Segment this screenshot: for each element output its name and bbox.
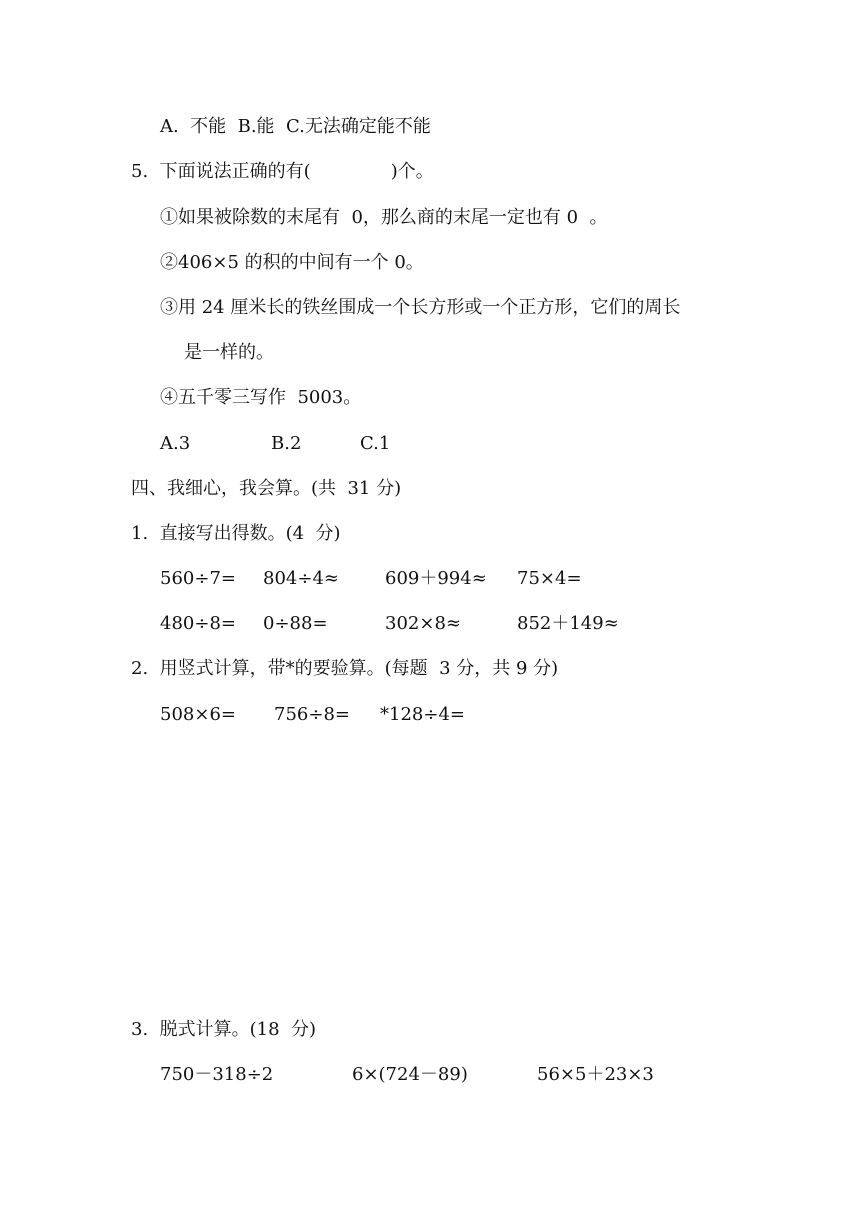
- q5-stem: 5. 下面说法正确的有( )个。: [131, 161, 434, 182]
- q5-statement-2: ②406×5 的积的中间有一个 0。: [160, 252, 424, 273]
- q1-row2-item1: 480÷8=: [160, 613, 236, 634]
- q4-options: A. 不能 B.能 C.无法确定能不能: [160, 116, 431, 137]
- q3-item2: 6×(724－89): [352, 1064, 468, 1085]
- q3-title: 3. 脱式计算。(18 分): [131, 1019, 317, 1040]
- q5-statement-3-line1: ③用 24 厘米长的铁丝围成一个长方形或一个正方形，它们的周长: [160, 297, 681, 318]
- section4-heading: 四、我细心，我会算。(共 31 分): [131, 478, 402, 499]
- q1-row1-item1: 560÷7=: [160, 568, 236, 589]
- q1-row2-item2: 0÷88=: [263, 613, 328, 634]
- q5-option-a: A.3: [160, 433, 191, 454]
- q5-statement-3-line2: 是一样的。: [184, 342, 274, 363]
- q3-item1: 750－318÷2: [160, 1064, 274, 1085]
- q2-item3: *128÷4=: [380, 704, 465, 725]
- q5-option-c: C.1: [360, 433, 391, 454]
- q3-item3: 56×5＋23×3: [537, 1064, 654, 1085]
- q5-statement-1: ①如果被除数的末尾有 0，那么商的末尾一定也有 0 。: [160, 207, 608, 228]
- q2-item2: 756÷8=: [274, 704, 350, 725]
- q5-statement-4: ④五千零三写作 5003。: [160, 387, 362, 408]
- q2-item1: 508×6=: [160, 704, 236, 725]
- q1-row1-item3: 609＋994≈: [385, 568, 487, 589]
- q1-title: 1. 直接写出得数。(4 分): [131, 523, 341, 544]
- q5-option-b: B.2: [271, 433, 302, 454]
- q2-title: 2. 用竖式计算，带*的要验算。(每题 3 分，共 9 分): [131, 658, 559, 679]
- q1-row2-item4: 852＋149≈: [517, 613, 619, 634]
- q1-row1-item2: 804÷4≈: [263, 568, 339, 589]
- q1-row1-item4: 75×4=: [517, 568, 582, 589]
- q1-row2-item3: 302×8≈: [385, 613, 461, 634]
